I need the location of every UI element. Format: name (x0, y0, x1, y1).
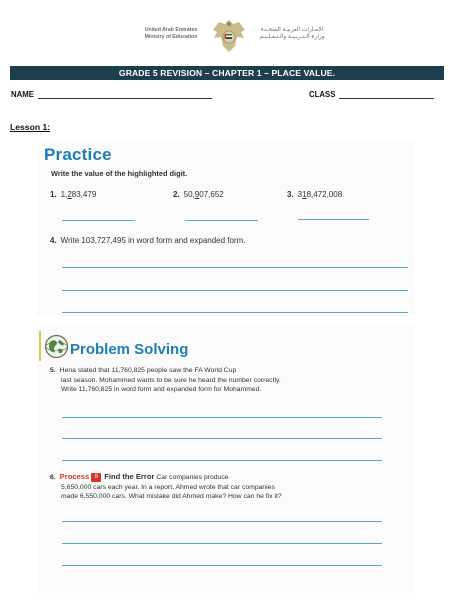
answer-line-3[interactable] (298, 219, 369, 220)
problem-solving-heading: Problem Solving (70, 341, 189, 358)
name-label: NAME (11, 90, 34, 99)
worksheet-title: GRADE 5 REVISION – CHAPTER 1 – PLACE VALUE. (10, 66, 444, 80)
item-text: 3 (297, 190, 303, 199)
answer-line-6c[interactable] (62, 565, 382, 566)
practice-question-4 (50, 236, 246, 245)
question-text: Write 11,760,825 in word form and expanded form for Mohammed. (61, 386, 262, 393)
ministry-name-english (136, 27, 206, 41)
practice-item-2 (173, 190, 224, 199)
ministry-ar-line2: وزارة الـتـربـيـة والـتـعـلـيـم (259, 34, 325, 40)
answer-line-4a[interactable] (62, 267, 408, 268)
practice-item-1 (50, 190, 96, 199)
answer-line-4c[interactable] (62, 312, 408, 313)
item-text: 8,472,008 (306, 190, 343, 199)
item-text: 07,652 (199, 190, 224, 199)
question-text: made 6,550,000 cars. What mistake did Ahmed make? How can he fix it? (61, 493, 282, 500)
item-number: 3. (287, 190, 294, 199)
item-text: 50, (183, 190, 195, 199)
item-number: 1. (50, 190, 57, 199)
question-text: Write 103,727,495 in word form and expanded form. (60, 236, 246, 245)
ministry-en-line2: Ministry of Education (144, 34, 198, 40)
answer-line-2[interactable] (185, 220, 258, 221)
answer-line-5a[interactable] (62, 417, 382, 418)
answer-line-5b[interactable] (62, 438, 382, 439)
process-label: Process (59, 472, 90, 481)
name-field[interactable] (38, 98, 212, 99)
answer-line-5c[interactable] (62, 460, 382, 461)
practice-heading: Practice (44, 145, 112, 164)
question-text: last season. Mohammed wants to be sure he heard the number correctly. (61, 376, 281, 384)
section-accent-bar (39, 331, 41, 361)
item-number: 6. (50, 474, 56, 481)
answer-line-6a[interactable] (62, 521, 382, 522)
answer-line-4b[interactable] (62, 290, 408, 291)
item-number: 2. (173, 190, 180, 199)
highlighted-digit: 9 (194, 190, 200, 199)
item-text: 1, (60, 190, 68, 199)
ministry-name-arabic (253, 27, 331, 41)
question-text: Car companies produce (156, 474, 229, 481)
ministry-ar-line1: الإمـارات العربيـة المتحـدة (260, 27, 324, 33)
answer-line-1[interactable] (62, 220, 135, 221)
question-text: Hena stated that 11,760,825 people saw the FA World Cup (59, 367, 237, 374)
class-field[interactable] (339, 98, 434, 99)
question-5 (50, 366, 410, 395)
process-badge: 8 (91, 473, 101, 482)
item-number: 4. (50, 236, 57, 245)
practice-item-3 (287, 190, 342, 199)
uae-emblem-icon (211, 16, 247, 56)
highlighted-digit: 1 (302, 190, 307, 199)
highlighted-digit: 2 (67, 190, 72, 199)
practice-instruction: Write the value of the highlighted digit. (51, 169, 188, 178)
answer-line-6b[interactable] (62, 543, 382, 544)
item-number: 5. (50, 367, 56, 374)
globe-icon (44, 334, 69, 359)
lesson-heading: Lesson 1: (10, 122, 51, 132)
class-label: CLASS (309, 90, 336, 99)
find-error-label: Find the Error (104, 472, 155, 481)
item-text: 83,479 (71, 190, 97, 199)
ministry-en-line1: United Arab Emirates (144, 27, 198, 33)
question-text: 5,650,000 cars each year. In a report, Ahmed wrote that car companies (61, 483, 275, 491)
question-6 (50, 472, 410, 502)
